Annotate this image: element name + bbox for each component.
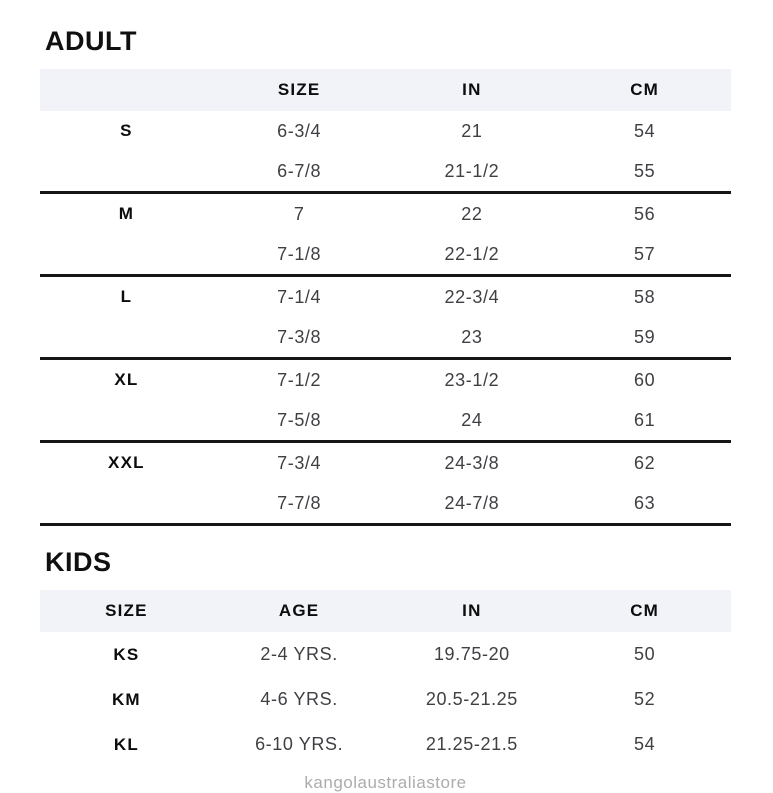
table-row [40,317,731,359]
cell: 24 [386,400,559,442]
table-row [40,400,731,442]
cell: 7-1/8 [213,234,386,276]
table-row [40,111,731,151]
cell: 4-6 YRS. [260,689,338,709]
cell: 63 [558,483,731,525]
column-header-cm: CM [558,590,731,632]
column-header-in: IN [386,69,559,111]
cell: 24-3/8 [444,452,500,473]
cell: 22-3/4 [444,286,500,307]
size-label [40,151,213,193]
cell: 7 [293,203,305,224]
cell: 19.75-20 [433,644,510,664]
table-row [40,359,731,401]
cell: 54 [634,734,656,754]
size-label: KM [111,689,141,709]
cell: 20.5-21.25 [425,689,518,709]
cell: 58 [634,286,656,307]
table-row [40,483,731,525]
table-row [40,234,731,276]
cell: 61 [558,400,731,442]
column-header-blank [40,69,213,111]
column-header-in: IN [386,590,559,632]
cell: 7-7/8 [213,483,386,525]
size-label: S [120,121,133,140]
cell: 22 [461,203,483,224]
size-label [40,483,213,525]
column-header-cm: CM [558,69,731,111]
table-row [40,722,731,767]
cell: 22-1/2 [386,234,559,276]
size-label: XL [114,370,139,389]
cell: 50 [634,644,656,664]
cell: 21.25-21.5 [425,734,518,754]
header-row [40,590,731,632]
store-watermark: kangolaustraliastore [304,773,467,792]
kids-table-body [40,632,731,767]
size-label: KL [113,734,139,754]
size-label: M [118,204,135,223]
column-header-age: AGE [213,590,386,632]
cell: 7-1/4 [277,286,322,307]
size-label [40,317,213,359]
cell: 59 [558,317,731,359]
cell: 55 [558,151,731,193]
cell: 21 [461,120,483,141]
cell: 52 [634,689,656,709]
size-label: XXL [108,453,145,472]
cell: 6-10 YRS. [255,734,344,754]
kids-table-header [40,590,731,632]
cell: 60 [634,369,656,390]
cell: 2-4 YRS. [260,644,338,664]
size-label [40,400,213,442]
adult-section-title: ADULT [45,26,137,56]
cell: 7-5/8 [213,400,386,442]
column-header-size: SIZE [40,590,213,632]
adult-table-body [40,111,731,525]
cell: 21-1/2 [386,151,559,193]
cell: 57 [558,234,731,276]
kids-section-title: KIDS [45,547,112,577]
cell: 23 [386,317,559,359]
cell: 7-3/4 [277,452,322,473]
table-row [40,276,731,318]
size-label [40,234,213,276]
table-row [40,442,731,484]
table-row [40,632,731,677]
cell: 56 [634,203,656,224]
table-row [40,677,731,722]
header-row [40,69,731,111]
kids-size-table [40,590,731,767]
size-label: L [120,287,133,306]
cell: 54 [634,120,656,141]
cell: 7-3/8 [213,317,386,359]
cell: 6-7/8 [213,151,386,193]
cell: 23-1/2 [444,369,500,390]
adult-table-header [40,69,731,111]
table-row [40,193,731,235]
column-header-size: SIZE [213,69,386,111]
size-label: KS [113,644,140,664]
adult-size-table [40,69,731,526]
cell: 62 [634,452,656,473]
cell: 24-7/8 [386,483,559,525]
cell: 7-1/2 [277,369,322,390]
table-row [40,151,731,193]
cell: 6-3/4 [277,120,322,141]
